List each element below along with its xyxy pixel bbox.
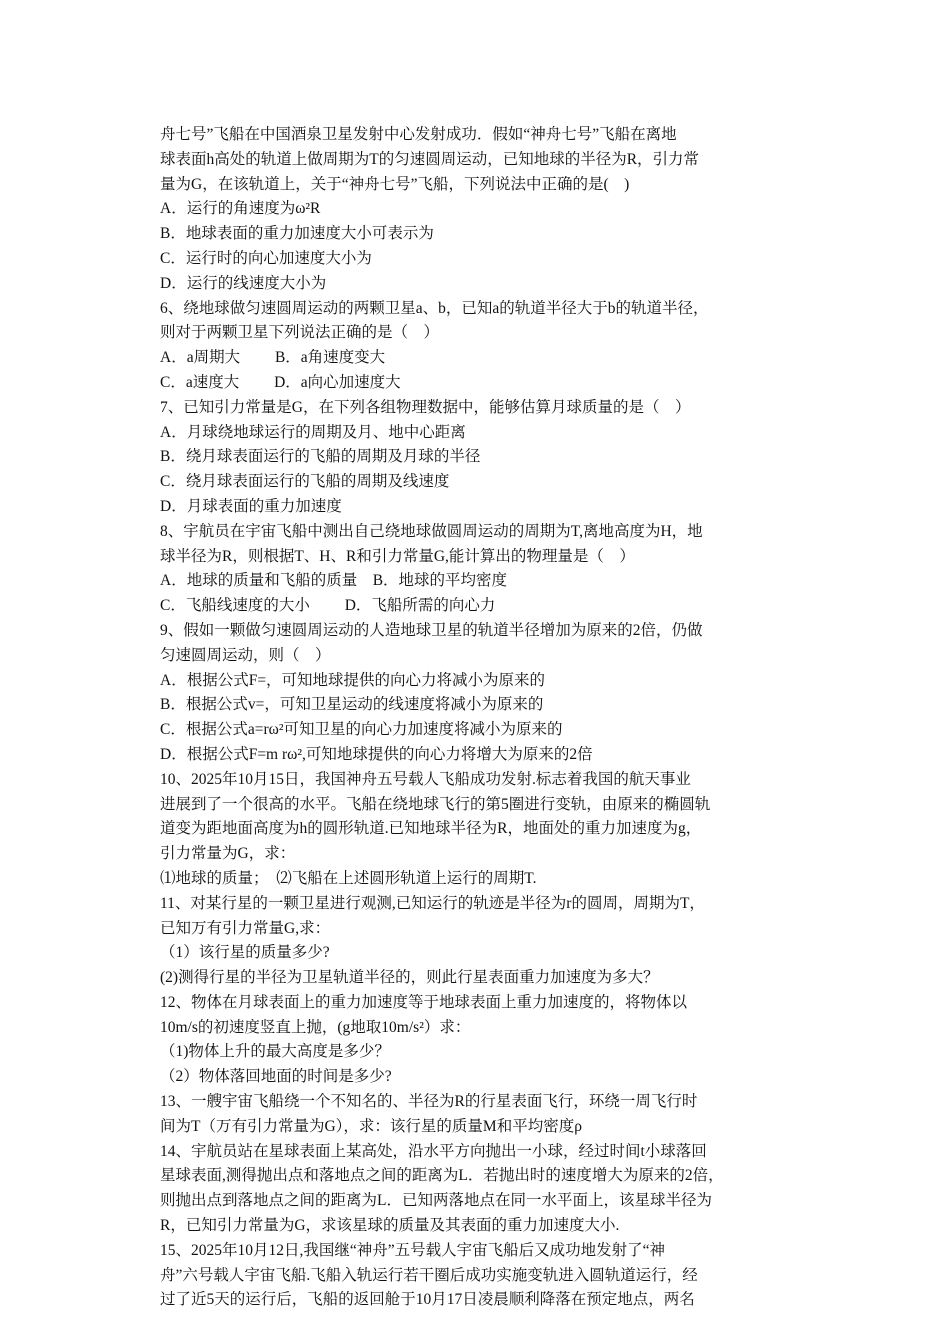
question-line: 星球表面,测得抛出点和落地点之间的距离为L．若抛出时的速度增大为原来的2倍， bbox=[160, 1167, 724, 1185]
question-line: 13、一艘宇宙飞船绕一个不知名的、半径为R的行星表面飞行，环绕一周飞行时 bbox=[160, 1093, 698, 1111]
option-line: A．地球的质量和飞船的质量 B．地球的平均密度 bbox=[160, 572, 508, 590]
option-line: C．a速度大 D．a向心加速度大 bbox=[160, 373, 401, 391]
text-line: 球表面h高处的轨道上做周期为T的匀速圆周运动，已知地球的半径为R，引力常 bbox=[160, 150, 700, 168]
question-line: R，已知引力常量为G，求该星球的质量及其表面的重力加速度大小. bbox=[160, 1217, 620, 1235]
question-line: 14、宇航员站在星球表面上某高处，沿水平方向抛出一小球，经过时间t小球落回 bbox=[160, 1142, 707, 1160]
question-line: 进展到了一个很高的水平。飞船在绕地球飞行的第5圈进行变轨，由原来的椭圆轨 bbox=[160, 795, 711, 813]
sub-question-line: （2）物体落回地面的时间是多少? bbox=[160, 1068, 392, 1086]
question-line: 引力常量为G，求： bbox=[160, 845, 296, 863]
option-line: C．飞船线速度的大小 D．飞船所需的向心力 bbox=[160, 597, 496, 615]
question-line: 10m/s的初速度竖直上抛，(g地取10m/s²）求： bbox=[160, 1018, 471, 1036]
option-line: D．根据公式F=m rω²,可知地球提供的向心力将增大为原来的2倍 bbox=[160, 745, 593, 763]
question-line: 8、宇航员在宇宙飞船中测出自己绕地球做圆周运动的周期为T,离地高度为H，地 bbox=[160, 522, 703, 540]
question-line: 15、2025年10月12日,我国继“神舟”五号载人宇宙飞船后又成功地发射了“神 bbox=[160, 1241, 666, 1259]
option-line: C．根据公式a=rω²可知卫星的向心力加速度将减小为原来的 bbox=[160, 721, 563, 739]
question-line: 匀速圆周运动，则（ ） bbox=[160, 646, 331, 664]
option-line: C．运行时的向心加速度大小为 bbox=[160, 249, 372, 267]
question-line: 则对于两颗卫星下列说法正确的是（ ） bbox=[160, 324, 440, 342]
option-line: A．根据公式F=，可知地球提供的向心力将减小为原来的 bbox=[160, 671, 546, 689]
question-line: 已知万有引力常量G,求： bbox=[160, 919, 331, 937]
sub-question-line: (2)测得行星的半径为卫星轨道半径的，则此行星表面重力加速度为多大？ bbox=[160, 969, 659, 987]
document-page bbox=[160, 123, 800, 1313]
question-line: 12、物体在月球表面上的重力加速度等于地球表面上重力加速度的，将物体以 bbox=[160, 993, 688, 1011]
option-line: A．月球绕地球运行的周期及月、地中心距离 bbox=[160, 423, 466, 441]
option-line: C．绕月球表面运行的飞船的周期及线速度 bbox=[160, 473, 450, 491]
text-line: 舟七号”飞船在中国酒泉卫星发射中心发射成功．假如“神舟七号”飞船在离地 bbox=[160, 126, 677, 143]
option-line: B．地球表面的重力加速度大小可表示为 bbox=[160, 225, 434, 243]
option-line: B．根据公式v=，可知卫星运动的线速度将减小为原来的 bbox=[160, 696, 544, 714]
question-line: 过了近5天的运行后，飞船的返回舱于10月17日凌晨顺利降落在预定地点，两名 bbox=[160, 1291, 695, 1309]
question-line: 球半径为R，则根据T、H、R和引力常量G,能计算出的物理量是（ ） bbox=[160, 547, 635, 565]
text-line: 量为G，在该轨道上，关于“神舟七号”飞船，下列说法中正确的是( ) bbox=[160, 175, 630, 193]
question-line: 10、2025年10月15日，我国神舟五号载人飞船成功发射.标志着我国的航天事业 bbox=[160, 770, 691, 788]
option-line: A．a周期大 B．a角速度变大 bbox=[160, 349, 386, 367]
sub-question-line: （1）该行星的质量多少? bbox=[160, 944, 330, 962]
question-line: 11、对某行星的一颗卫星进行观测,已知运行的轨迹是半径为r的圆周，周期为T， bbox=[160, 894, 705, 912]
question-line: 则抛出点到落地点之间的距离为L．已知两落地点在同一水平面上，该星球半径为 bbox=[160, 1192, 712, 1210]
sub-question-line: （1)物体上升的最大高度是多少？ bbox=[160, 1043, 390, 1061]
option-line: A．运行的角速度为ω²R bbox=[160, 200, 321, 218]
option-line: D．月球表面的重力加速度 bbox=[160, 497, 342, 515]
sub-question-line: ⑴地球的质量； ⑵飞船在上述圆形轨道上运行的周期T. bbox=[160, 869, 537, 887]
question-line: 7、已知引力常量是G，在下列各组物理数据中，能够估算月球质量的是（ ） bbox=[160, 398, 691, 416]
question-line: 6、绕地球做匀速圆周运动的两颗卫星a、b，已知a的轨道半径大于b的轨道半径， bbox=[160, 299, 709, 317]
option-line: B．绕月球表面运行的飞船的周期及月球的半径 bbox=[160, 448, 481, 466]
question-line: 舟”六号载人宇宙飞船.飞船入轨运行若干圈后成功实施变轨进入圆轨道运行，经 bbox=[160, 1266, 698, 1284]
question-line: 道变为距地面高度为h的圆形轨道.已知地球半径为R，地面处的重力加速度为g， bbox=[160, 820, 702, 838]
question-line: 9、假如一颗做匀速圆周运动的人造地球卫星的轨道半径增加为原来的2倍，仍做 bbox=[160, 621, 703, 639]
question-line: 间为T（万有引力常量为G），求：该行星的质量M和平均密度ρ bbox=[160, 1117, 582, 1135]
option-line: D．运行的线速度大小为 bbox=[160, 274, 327, 292]
